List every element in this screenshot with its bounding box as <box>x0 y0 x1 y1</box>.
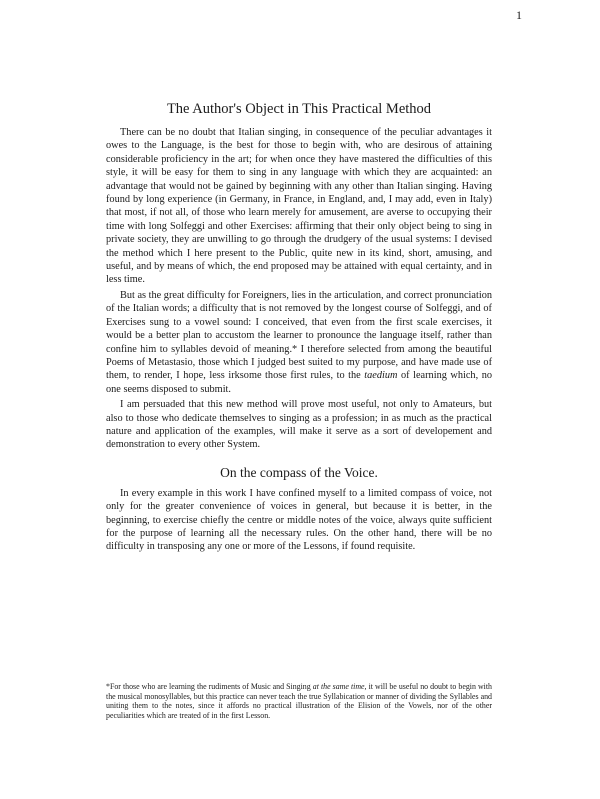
paragraph-1: There can be no doubt that Italian singing, in consequence of the peculiar advantages it owes to the Language, is the best for those to begin with, who are desirous of attaining considerable proficiency in the art; for when once they have mastered the difficulties of this style, it will be easy for them to sing in any language with which they are acquainted: an advantage that would not be gained by beginning with any other than Italian singing. Having found by long experience (in Germany, in France, in England, and, I may add, even in Italy) that most, if not all, of those who learn merely for amusement, are averse to occupying their time with long Solfeggi and other Exercises: affirming that their only object being to sing in private society, they are unwilling to go through the drudgery of the usual systems: I devised the method which I here present to the Public, quite new in its kind, short, amusing, and useful, and by means of which, the end proposed may be attained with equal certainty, and in less time. <box>106 127 492 286</box>
paragraph-2 <box>106 289 492 396</box>
paragraph-2-italic: taedium <box>364 370 398 382</box>
footnote-text-a: *For those who are learning the rudiments of Music and Singing <box>106 682 313 691</box>
paragraph-2-text-b: of learning which, no one seems disposed to submit. <box>106 370 492 395</box>
page-title: The Author's Object in This Practical Method <box>166 101 432 117</box>
page-number: 1 <box>516 8 522 22</box>
paragraph-3: I am persuaded that this new method will prove most useful, not only to Amateurs, but also to those who dedicate themselves to singing as a profession; in as much as the practical nature and application of the examples, will make it serve as a sort of developement and demonstration to every other System. <box>106 399 492 451</box>
compass-paragraph: In every example in this work I have confined myself to a limited compass of voice, not only for the greater convenience of voices in general, but because it is better, in the beginning, to exercise chiefly the centre or middle notes of the voice, always quite sufficient for the purpose of learning all the necessary rules. On the other hand, there will be no difficulty in transposing any one or more of the Lessons, if found requisite. <box>106 487 492 553</box>
footnote-text-b: , it will be useful no doubt to begin with the musical monosyllables, but this practice can never teach the true Syllabication or manner of dividing the Syllables and uniting them to the notes, since it affords no practical illustration of the Elision of the Vowels, nor of the other peculiarities which are treated of in the first Lesson. <box>106 682 493 720</box>
paragraph-2-text-a: But as the great difficulty for Foreigners, lies in the articulation, and correct pronunciation of the Italian words; a difficulty that is not removed by the longest course of Solfeggi, and of Exercises sung to a vowel sound: I conceived, that even from the first scale exercises, it would be a better plan to accustom the learner to pronounce the language itself, rather than confine him to syllables devoid of meaning.* I therefore selected from among the beautiful Poems of Metastasio, those which I judged best suited to my purpose, and have made use of them, to render, I hope, less irksome those first rules, to the <box>106 289 492 382</box>
compass-section-title: On the compass of the Voice. <box>220 464 378 480</box>
footnote-italic: at the same time <box>312 682 365 691</box>
main-content <box>106 100 492 554</box>
footnote <box>106 682 492 720</box>
